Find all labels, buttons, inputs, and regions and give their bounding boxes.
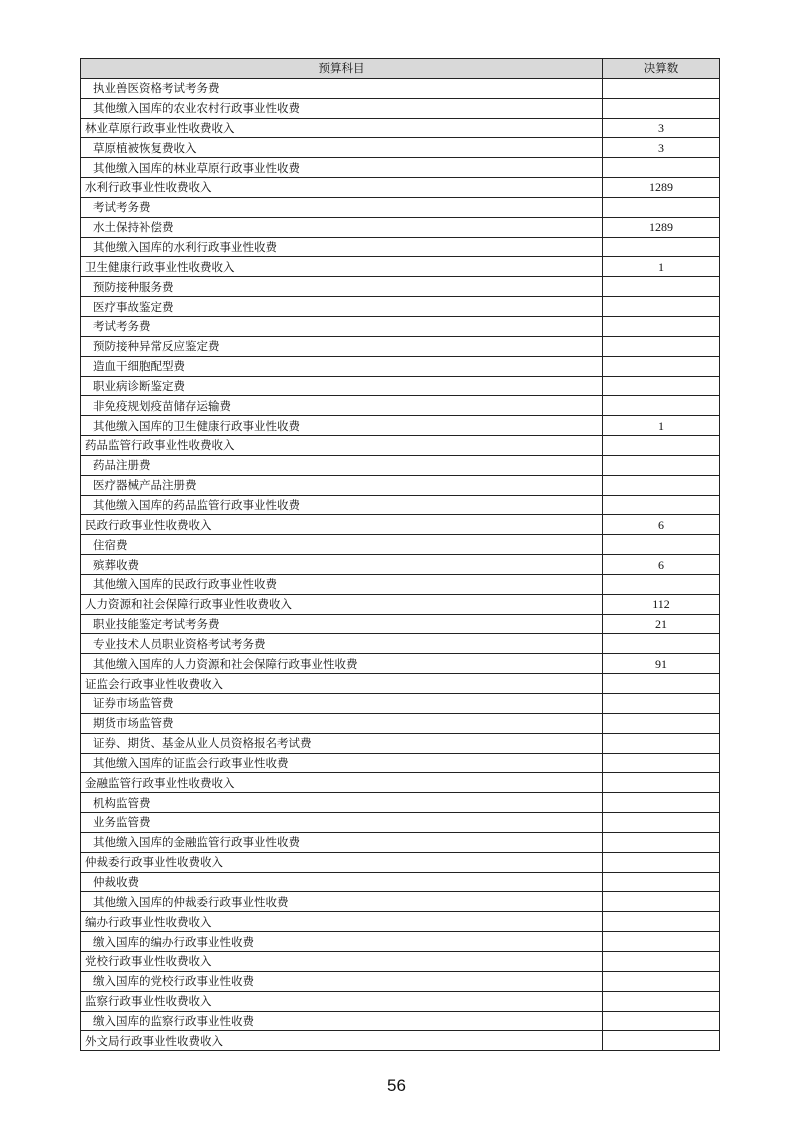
row-item-value: 1289 — [603, 217, 720, 237]
table-row — [81, 912, 720, 932]
table-body — [81, 78, 720, 1050]
row-item-name: 机构监管费 — [81, 793, 603, 813]
row-item-name: 缴入国库的编办行政事业性收费 — [81, 932, 603, 952]
row-item-value — [603, 634, 720, 654]
table-row — [81, 713, 720, 733]
row-item-value — [603, 932, 720, 952]
row-item-value — [603, 813, 720, 833]
row-item-value — [603, 277, 720, 297]
row-item-value — [603, 912, 720, 932]
row-item-name: 民政行政事业性收费收入 — [81, 515, 603, 535]
table-row — [81, 634, 720, 654]
row-item-name: 其他缴入国库的农业农村行政事业性收费 — [81, 98, 603, 118]
row-item-value — [603, 98, 720, 118]
table-row — [81, 892, 720, 912]
row-item-name: 党校行政事业性收费收入 — [81, 951, 603, 971]
row-item-name: 缴入国库的监察行政事业性收费 — [81, 1011, 603, 1031]
row-item-name: 药品监管行政事业性收费收入 — [81, 436, 603, 456]
row-item-value: 3 — [603, 138, 720, 158]
row-item-name: 林业草原行政事业性收费收入 — [81, 118, 603, 138]
table-row — [81, 297, 720, 317]
row-item-name: 预防接种异常反应鉴定费 — [81, 336, 603, 356]
table-row — [81, 654, 720, 674]
row-item-value — [603, 396, 720, 416]
table-row — [81, 773, 720, 793]
row-item-name: 其他缴入国库的卫生健康行政事业性收费 — [81, 416, 603, 436]
table-row — [81, 396, 720, 416]
table-row — [81, 535, 720, 555]
table-row — [81, 118, 720, 138]
row-item-name: 药品注册费 — [81, 455, 603, 475]
row-item-value — [603, 1031, 720, 1051]
row-item-value — [603, 753, 720, 773]
row-item-name: 人力资源和社会保障行政事业性收费收入 — [81, 594, 603, 614]
table-row — [81, 753, 720, 773]
budget-table — [80, 58, 720, 1051]
table-row — [81, 515, 720, 535]
table-row — [81, 813, 720, 833]
table-row — [81, 178, 720, 198]
row-item-value: 21 — [603, 614, 720, 634]
table-row — [81, 138, 720, 158]
row-item-value: 91 — [603, 654, 720, 674]
table-row — [81, 237, 720, 257]
table-row — [81, 455, 720, 475]
row-item-value — [603, 713, 720, 733]
table-row — [81, 971, 720, 991]
table-row — [81, 277, 720, 297]
row-item-name: 医疗器械产品注册费 — [81, 475, 603, 495]
row-item-name: 执业兽医资格考试考务费 — [81, 78, 603, 98]
row-item-value: 6 — [603, 515, 720, 535]
row-item-name: 证券、期货、基金从业人员资格报名考试费 — [81, 733, 603, 753]
row-item-name: 外文局行政事业性收费收入 — [81, 1031, 603, 1051]
row-item-name: 仲裁委行政事业性收费收入 — [81, 852, 603, 872]
row-item-name: 草原植被恢复费收入 — [81, 138, 603, 158]
table-row — [81, 436, 720, 456]
row-item-value: 3 — [603, 118, 720, 138]
row-item-value — [603, 158, 720, 178]
row-item-value — [603, 356, 720, 376]
row-item-name: 其他缴入国库的仲裁委行政事业性收费 — [81, 892, 603, 912]
row-item-name: 考试考务费 — [81, 197, 603, 217]
table-row — [81, 78, 720, 98]
row-item-value — [603, 376, 720, 396]
row-item-name: 预防接种服务费 — [81, 277, 603, 297]
row-item-value: 6 — [603, 555, 720, 575]
row-item-value — [603, 773, 720, 793]
row-item-value — [603, 892, 720, 912]
table-row — [81, 793, 720, 813]
row-item-name: 住宿费 — [81, 535, 603, 555]
row-item-value — [603, 733, 720, 753]
table-row — [81, 832, 720, 852]
row-item-value — [603, 574, 720, 594]
row-item-name: 专业技术人员职业资格考试考务费 — [81, 634, 603, 654]
row-item-value — [603, 455, 720, 475]
row-item-value — [603, 674, 720, 694]
row-item-name: 监察行政事业性收费收入 — [81, 991, 603, 1011]
row-item-name: 水土保持补偿费 — [81, 217, 603, 237]
row-item-value — [603, 495, 720, 515]
row-item-value — [603, 872, 720, 892]
table-row — [81, 416, 720, 436]
row-item-value — [603, 475, 720, 495]
row-item-value — [603, 237, 720, 257]
table-row — [81, 733, 720, 753]
row-item-value — [603, 991, 720, 1011]
row-item-name: 缴入国库的党校行政事业性收费 — [81, 971, 603, 991]
row-item-value — [603, 297, 720, 317]
row-item-name: 职业病诊断鉴定费 — [81, 376, 603, 396]
row-item-value: 1289 — [603, 178, 720, 198]
row-item-value — [603, 197, 720, 217]
row-item-name: 卫生健康行政事业性收费收入 — [81, 257, 603, 277]
table-row — [81, 594, 720, 614]
table-row — [81, 852, 720, 872]
row-item-name: 其他缴入国库的药品监管行政事业性收费 — [81, 495, 603, 515]
table-header-row — [81, 59, 720, 79]
table-row — [81, 694, 720, 714]
row-item-name: 证券市场监管费 — [81, 694, 603, 714]
row-item-name: 其他缴入国库的人力资源和社会保障行政事业性收费 — [81, 654, 603, 674]
row-item-name: 其他缴入国库的林业草原行政事业性收费 — [81, 158, 603, 178]
table-row — [81, 1031, 720, 1051]
table-row — [81, 316, 720, 336]
header-final-amount: 决算数 — [603, 59, 720, 79]
row-item-name: 编办行政事业性收费收入 — [81, 912, 603, 932]
row-item-value — [603, 436, 720, 456]
row-item-name: 职业技能鉴定考试考务费 — [81, 614, 603, 634]
table-row — [81, 376, 720, 396]
table-row — [81, 257, 720, 277]
row-item-value — [603, 78, 720, 98]
table-row — [81, 574, 720, 594]
row-item-value — [603, 336, 720, 356]
row-item-name: 考试考务费 — [81, 316, 603, 336]
row-item-value: 112 — [603, 594, 720, 614]
page-number: 56 — [387, 1076, 406, 1095]
table-row — [81, 98, 720, 118]
row-item-name: 造血干细胞配型费 — [81, 356, 603, 376]
row-item-value — [603, 1011, 720, 1031]
row-item-value: 1 — [603, 257, 720, 277]
row-item-value — [603, 316, 720, 336]
table-row — [81, 991, 720, 1011]
table-row — [81, 495, 720, 515]
table-row — [81, 614, 720, 634]
table-row — [81, 197, 720, 217]
row-item-value — [603, 535, 720, 555]
row-item-name: 证监会行政事业性收费收入 — [81, 674, 603, 694]
row-item-value — [603, 971, 720, 991]
header-budget-item: 预算科目 — [81, 59, 603, 79]
table-row — [81, 475, 720, 495]
table-row — [81, 555, 720, 575]
row-item-name: 业务监管费 — [81, 813, 603, 833]
row-item-value: 1 — [603, 416, 720, 436]
row-item-value — [603, 832, 720, 852]
row-item-name: 金融监管行政事业性收费收入 — [81, 773, 603, 793]
table-row — [81, 217, 720, 237]
table-row — [81, 951, 720, 971]
table-row — [81, 932, 720, 952]
table-row — [81, 158, 720, 178]
row-item-name: 其他缴入国库的金融监管行政事业性收费 — [81, 832, 603, 852]
table-row — [81, 1011, 720, 1031]
row-item-name: 期货市场监管费 — [81, 713, 603, 733]
row-item-name: 其他缴入国库的民政行政事业性收费 — [81, 574, 603, 594]
table-row — [81, 674, 720, 694]
table-row — [81, 356, 720, 376]
row-item-value — [603, 951, 720, 971]
table-row — [81, 336, 720, 356]
row-item-name: 非免疫规划疫苗储存运输费 — [81, 396, 603, 416]
row-item-name: 水利行政事业性收费收入 — [81, 178, 603, 198]
row-item-value — [603, 694, 720, 714]
row-item-value — [603, 793, 720, 813]
row-item-name: 其他缴入国库的水利行政事业性收费 — [81, 237, 603, 257]
row-item-value — [603, 852, 720, 872]
row-item-name: 殡葬收费 — [81, 555, 603, 575]
row-item-name: 医疗事故鉴定费 — [81, 297, 603, 317]
row-item-name: 其他缴入国库的证监会行政事业性收费 — [81, 753, 603, 773]
row-item-name: 仲裁收费 — [81, 872, 603, 892]
table-row — [81, 872, 720, 892]
